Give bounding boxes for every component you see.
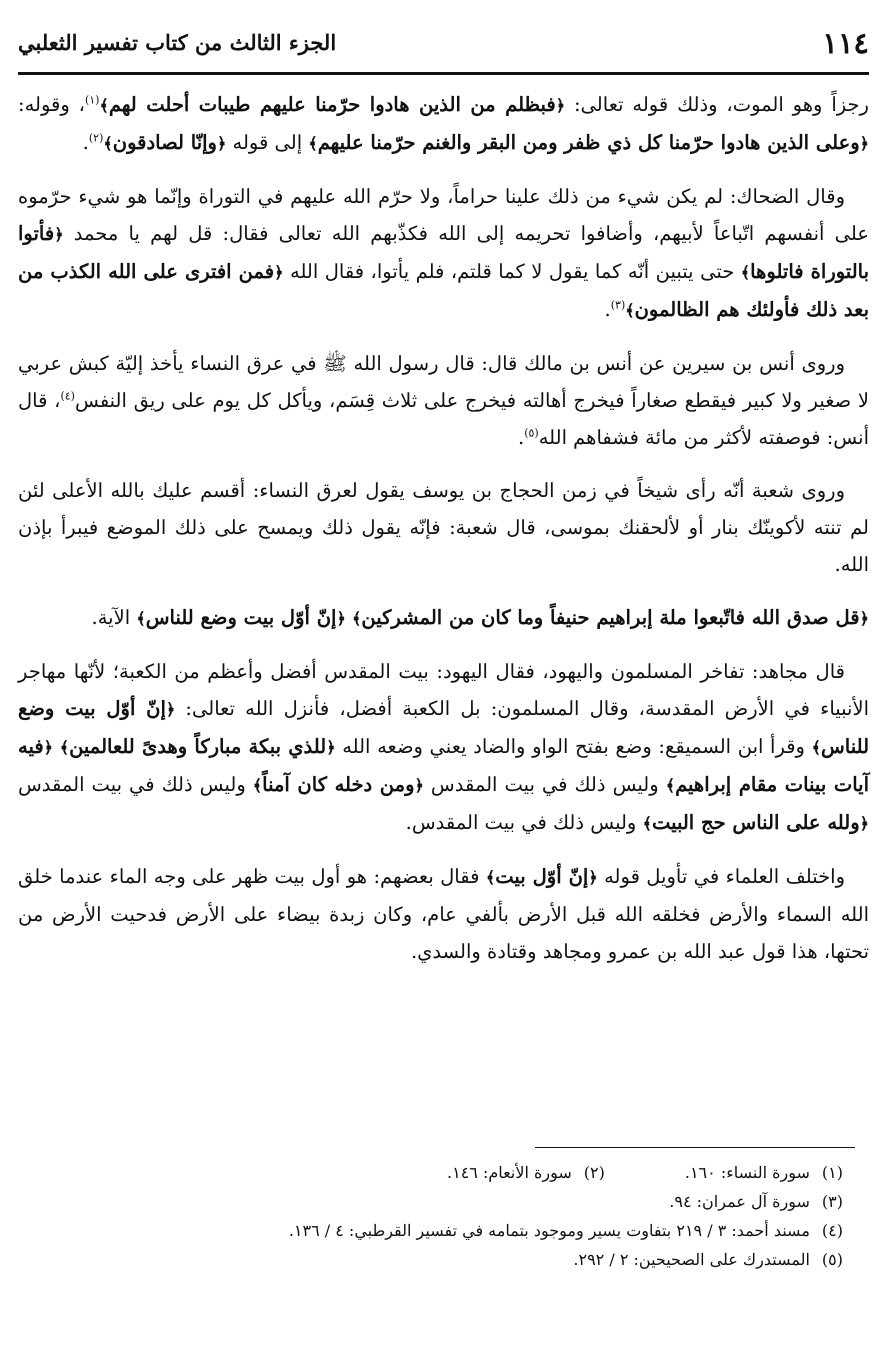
page-number: ١١٤: [822, 26, 869, 60]
quran-verse: قل صدق الله فاتّبعوا ملة إبراهيم حنيفاً وما كان من المشركين: [361, 606, 860, 629]
quran-bracket-close: ﴾: [485, 868, 496, 887]
quran-bracket-close: ﴾: [352, 609, 362, 628]
text: إلى قوله: [226, 131, 309, 154]
footnote-ref: (٤): [60, 389, 75, 403]
footnote-4: [289, 1216, 843, 1245]
footnote-text: سورة النساء: ١٦٠.: [684, 1163, 810, 1182]
quran-bracket-close: ﴾: [740, 263, 751, 282]
footnote-row: [18, 1187, 843, 1216]
paragraph-4: [18, 472, 869, 583]
quran-bracket-open: ﴿: [326, 738, 336, 757]
quran-bracket-close: ﴾: [252, 776, 263, 795]
text: قال مجاهد: تفاخر المسلمون واليهود، فقال اليهود: بيت المقدس أفضل وأعظم من الكعبة؛ لأنّها مهاجر الأنبياء في الأرض المقدسة، وقال المسلمون: بل الكعبة أفضل، فأنزل الله تعالى:: [18, 660, 869, 720]
footnote-ref: (٢): [88, 131, 104, 145]
footnote-5: [573, 1245, 843, 1274]
footnote-ref: (٣): [610, 298, 626, 312]
footnote-3: [669, 1187, 843, 1216]
quran-bracket-close: ﴾: [99, 96, 109, 115]
paragraph-6: [18, 653, 869, 842]
footnote-number: (٤): [821, 1221, 843, 1240]
quran-verse: ولله على الناس حج البيت: [651, 811, 860, 834]
text: وروى أنس بن سيرين عن أنس بن مالك قال: قال رسول الله ﷺ في عرق النساء يأخذ إليّة كبش عربي لا صغير ولا كبير فيقطع صغاراً فيخرج أهالته فيخرج على ثلاث قِسَم، ويأكل كل يوم على ريق النفس: [18, 352, 869, 412]
footnote-1: [685, 1158, 843, 1187]
quran-verse: إنّ أوّل بيت وضع للناس: [145, 606, 337, 629]
paragraph-7: [18, 858, 869, 970]
page-header: [18, 24, 869, 68]
quran-bracket-open: ﴿: [336, 609, 346, 628]
quran-bracket-close: ﴾: [308, 134, 318, 153]
quran-bracket-close: ﴾: [665, 776, 676, 795]
quran-verse: وإنّا لصادقون: [112, 131, 217, 154]
quran-verse: فأتوا بالتوراة فاتلوها: [18, 222, 870, 283]
quran-bracket-open: ﴿: [555, 96, 566, 115]
text: .: [82, 131, 89, 154]
text: فقال بعضهم: هو أول بيت ظهر على وجه الماء عندما خلق الله السماء والأرض فخلقه الله قبل الأرض بألفي عام، وكان زبدة بيضاء على الأرض فدحيت الأرض من تحتها، هذا قول عبد الله بن عمرو ومجاهد وقتادة والسدي.: [18, 865, 869, 963]
quran-bracket-close: ﴾: [625, 301, 635, 320]
footnote-row: [18, 1245, 843, 1274]
quran-verse: فبظلم من الذين هادوا حرّمنا عليهم طيبات أحلت لهم: [108, 93, 556, 116]
header-rule: [18, 72, 869, 75]
quran-verse: إنّ أوّل بيت: [495, 865, 589, 888]
text: [53, 735, 60, 758]
text: وروى شعبة أنّه رأى شيخاً في زمن الحجاج بن يوسف يقول لعرق النساء: أقسم عليك بالله الأعلى لئن لم تنته لأكوينّك بنار أو لألحقنك بموسى، قال شعبة: فإنّه يقول ذلك ويمسح على ذلك الموضع فيبرأ بإذن الله.: [18, 479, 869, 576]
text: وقال الضحاك: لم يكن شيء من ذلك علينا حراماً، ولا حرّم الله عليهم في التوراة وإنّما هو شيء حرّموه على أنفسهم اتّباعاً لأبيهم، وأضافوا تحريمه إلى الله فكذّبهم الله تعالى فقال: قل لهم يا محمد: [18, 185, 869, 245]
text: رجزاً وهو الموت، وذلك قوله تعالى:: [565, 93, 869, 116]
footnote-row: [18, 1216, 843, 1245]
footnote-number: (٢): [583, 1163, 605, 1182]
quran-bracket-open: ﴿: [43, 738, 54, 757]
quran-verse: ومن دخله كان آمناً: [262, 773, 415, 796]
text: وليس ذلك في بيت المقدس.: [405, 811, 643, 834]
paragraph-2: [18, 178, 869, 329]
paragraph-5: [18, 599, 869, 637]
footnote-number: (٥): [821, 1250, 843, 1269]
running-title: الجزء الثالث من كتاب تفسير الثعلبي: [18, 30, 337, 55]
footnote-rule: [535, 1147, 855, 1148]
footnote-text: سورة آل عمران: ٩٤.: [669, 1192, 810, 1211]
footnotes: [18, 1158, 843, 1274]
quran-verse: للذي ببكة مباركاً وهدىً للعالمين: [69, 735, 327, 758]
quran-bracket-open: ﴿: [859, 609, 869, 628]
quran-bracket-open: ﴿: [859, 814, 869, 833]
text: .: [604, 298, 611, 321]
quran-bracket-open: ﴿: [54, 225, 64, 244]
quran-bracket-close: ﴾: [103, 134, 113, 153]
text: وليس ذلك في بيت المقدس: [18, 773, 253, 796]
quran-bracket-open: ﴿: [274, 263, 284, 282]
footnote-ref: (١): [84, 93, 100, 107]
quran-bracket-open: ﴿: [165, 700, 176, 719]
quran-bracket-close: ﴾: [811, 738, 821, 757]
paragraph-3: [18, 345, 869, 456]
footnote-number: (٣): [821, 1192, 843, 1211]
text: ، قال أنس: فوصفته لأكثر من مائة فشفاهم الله: [18, 389, 869, 449]
quran-bracket-open: ﴿: [216, 134, 227, 153]
footnote-row: [18, 1158, 843, 1187]
footnote-text: المستدرك على الصحيحين: ٢ / ٢٩٢.: [573, 1250, 810, 1269]
quran-bracket-close: ﴾: [136, 609, 146, 628]
footnote-text: سورة الأنعام: ١٤٦.: [447, 1163, 572, 1182]
main-text: [18, 86, 869, 986]
text: حتى يتبين أنّه كما يقول لا كما قلتم، فلم يأتوا، فقال الله: [283, 260, 741, 283]
text: وليس ذلك في بيت المقدس: [423, 773, 666, 796]
text: .: [518, 426, 525, 449]
footnote-2: [447, 1158, 605, 1187]
paragraph-1: [18, 86, 869, 162]
text: ، وقوله:: [18, 93, 85, 116]
quran-verse: إنّ أوّل بيت وضع للناس: [18, 697, 870, 758]
quran-bracket-open: ﴿: [414, 776, 424, 795]
quran-verse: فمن افترى على الله الكذب من بعد ذلك فأولئك هم الظالمون: [18, 260, 869, 321]
footnote-number: (١): [821, 1163, 843, 1182]
quran-bracket-open: ﴿: [588, 868, 598, 887]
quran-bracket-open: ﴿: [859, 134, 869, 153]
quran-verse: فيه آيات بينات مقام إبراهيم: [18, 735, 869, 796]
quran-bracket-close: ﴾: [59, 738, 70, 757]
text: واختلف العلماء في تأويل قوله: [597, 865, 846, 888]
footnote-text: مسند أحمد: ٣ / ٢١٩ بتفاوت يسير وموجود بتمامه في تفسير القرطبي: ٤ / ١٣٦.: [288, 1221, 810, 1240]
quran-verse: وعلى الذين هادوا حرّمنا كل ذي ظفر ومن البقر والغنم حرّمنا عليهم: [317, 131, 860, 154]
text: وقرأ ابن السميقع: وضع بفتح الواو والضاد يعني وضعه الله: [335, 735, 812, 758]
text: الآية.: [91, 606, 137, 629]
footnote-ref: (٥): [524, 426, 539, 440]
quran-bracket-close: ﴾: [642, 814, 652, 833]
